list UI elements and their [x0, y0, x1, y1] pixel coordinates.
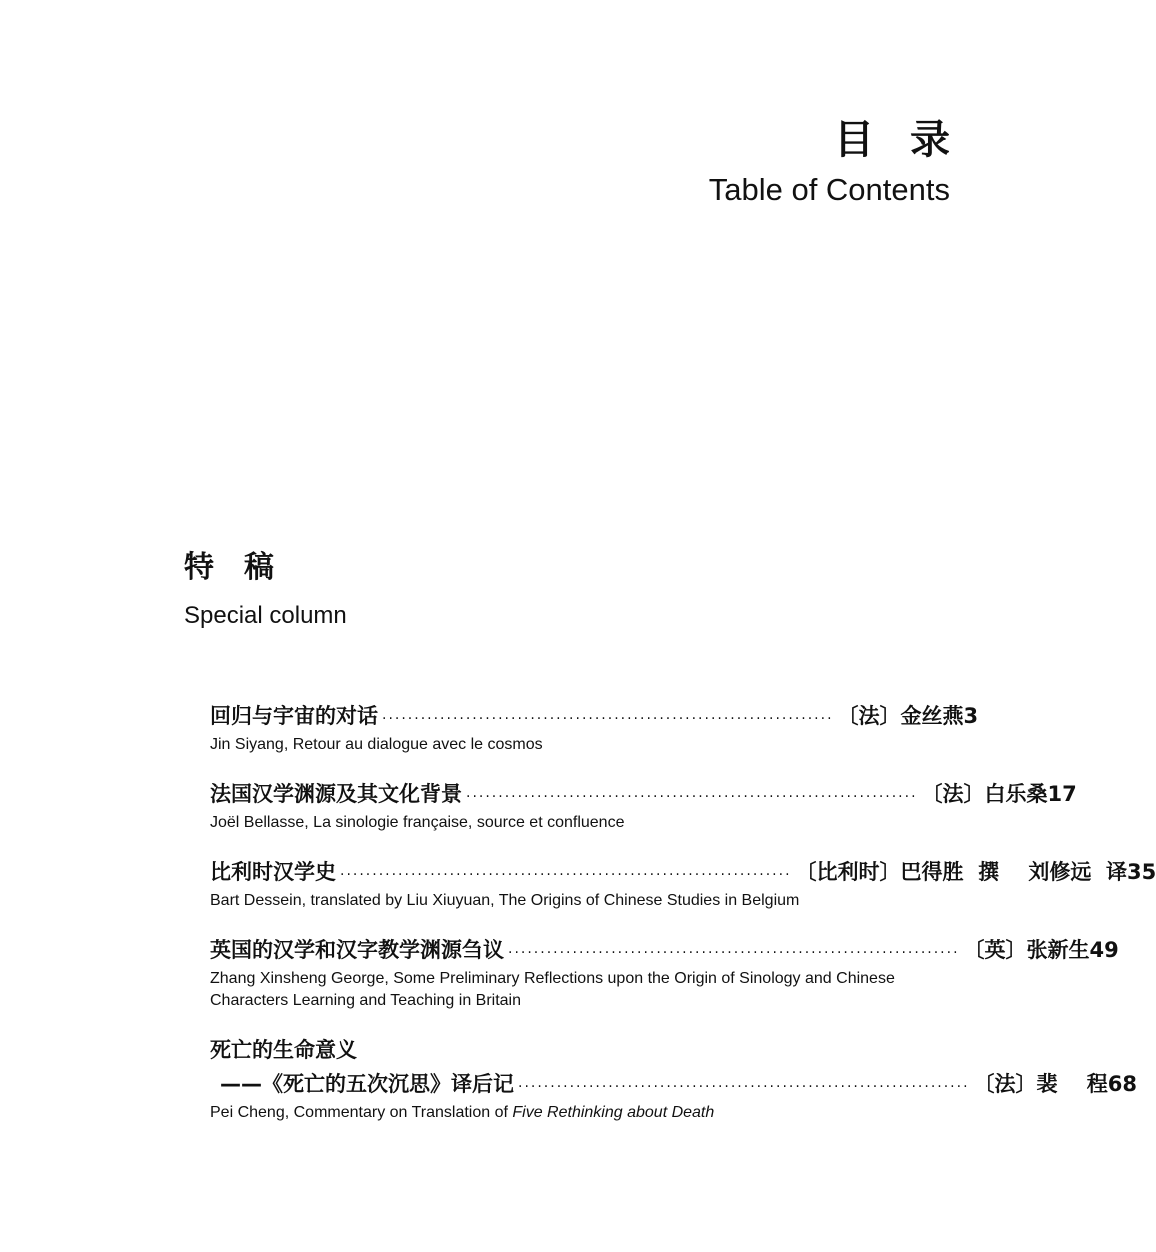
toc-entry[interactable]	[210, 934, 1119, 1012]
entry-page-number: 17	[1047, 782, 1077, 806]
entry-title: 法国汉学渊源及其文化背景	[210, 782, 462, 806]
entry-title: 英国的汉学和汉字教学渊源刍议	[210, 938, 504, 962]
entry-english-title: Joël Bellasse, La sinologie française, source et confluence	[210, 814, 625, 831]
entry-page-number: 3	[963, 704, 979, 728]
entry-english-title	[210, 1102, 952, 1124]
entry-author: 〔比利时〕巴得胜 撰 刘修远 译	[795, 860, 1128, 884]
dot-leader: ······································································	[382, 711, 834, 727]
toc-heading-english: Table of Contents	[708, 172, 950, 207]
dot-leader: ······································································	[518, 1079, 970, 1095]
entry-page-number: 68	[1107, 1072, 1137, 1096]
entry-title: 死亡的生命意义	[210, 1038, 357, 1062]
dot-leader: ······································································	[508, 945, 960, 961]
entry-english-title: Jin Siyang, Retour au dialogue avec le cosmos	[210, 736, 543, 753]
dot-leader: ······································································	[466, 789, 918, 805]
entry-title: 回归与宇宙的对话	[210, 704, 378, 728]
toc-heading-chinese: 目录	[834, 117, 986, 163]
entry-author: 〔英〕张新生	[963, 938, 1090, 962]
entry-author: 〔法〕裴 程	[973, 1072, 1108, 1096]
section-title-english: Special column	[184, 602, 347, 629]
toc-entry[interactable]	[210, 700, 979, 756]
toc-list	[210, 700, 1156, 1146]
entry-page-number: 35	[1127, 860, 1156, 884]
dot-leader: ······································································	[340, 867, 792, 883]
toc-entry[interactable]	[210, 778, 1077, 834]
entry-author: 〔法〕白乐桑	[921, 782, 1048, 806]
entry-author: 〔法〕金丝燕	[837, 704, 964, 728]
entry-english-title: Zhang Xinsheng George, Some Preliminary Reflections upon the Origin of Sinology and Chinese Characters Learning and Teaching in Britain	[210, 970, 895, 1009]
entry-english-title-italic: Five Rethinking about Death	[512, 1104, 715, 1121]
toc-entry[interactable]	[210, 856, 1156, 912]
section-title-chinese: 特稿	[184, 550, 304, 585]
entry-english-title: Bart Dessein, translated by Liu Xiuyuan, The Origins of Chinese Studies in Belgium	[210, 892, 800, 909]
entry-page-number: 49	[1089, 938, 1119, 962]
entry-subtitle: ——《死亡的五次沉思》译后记	[220, 1072, 514, 1096]
toc-entry[interactable]	[210, 1034, 1137, 1124]
entry-title: 比利时汉学史	[210, 860, 336, 884]
entry-english-title-prefix: Pei Cheng, Commentary on Translation of	[210, 1104, 513, 1121]
